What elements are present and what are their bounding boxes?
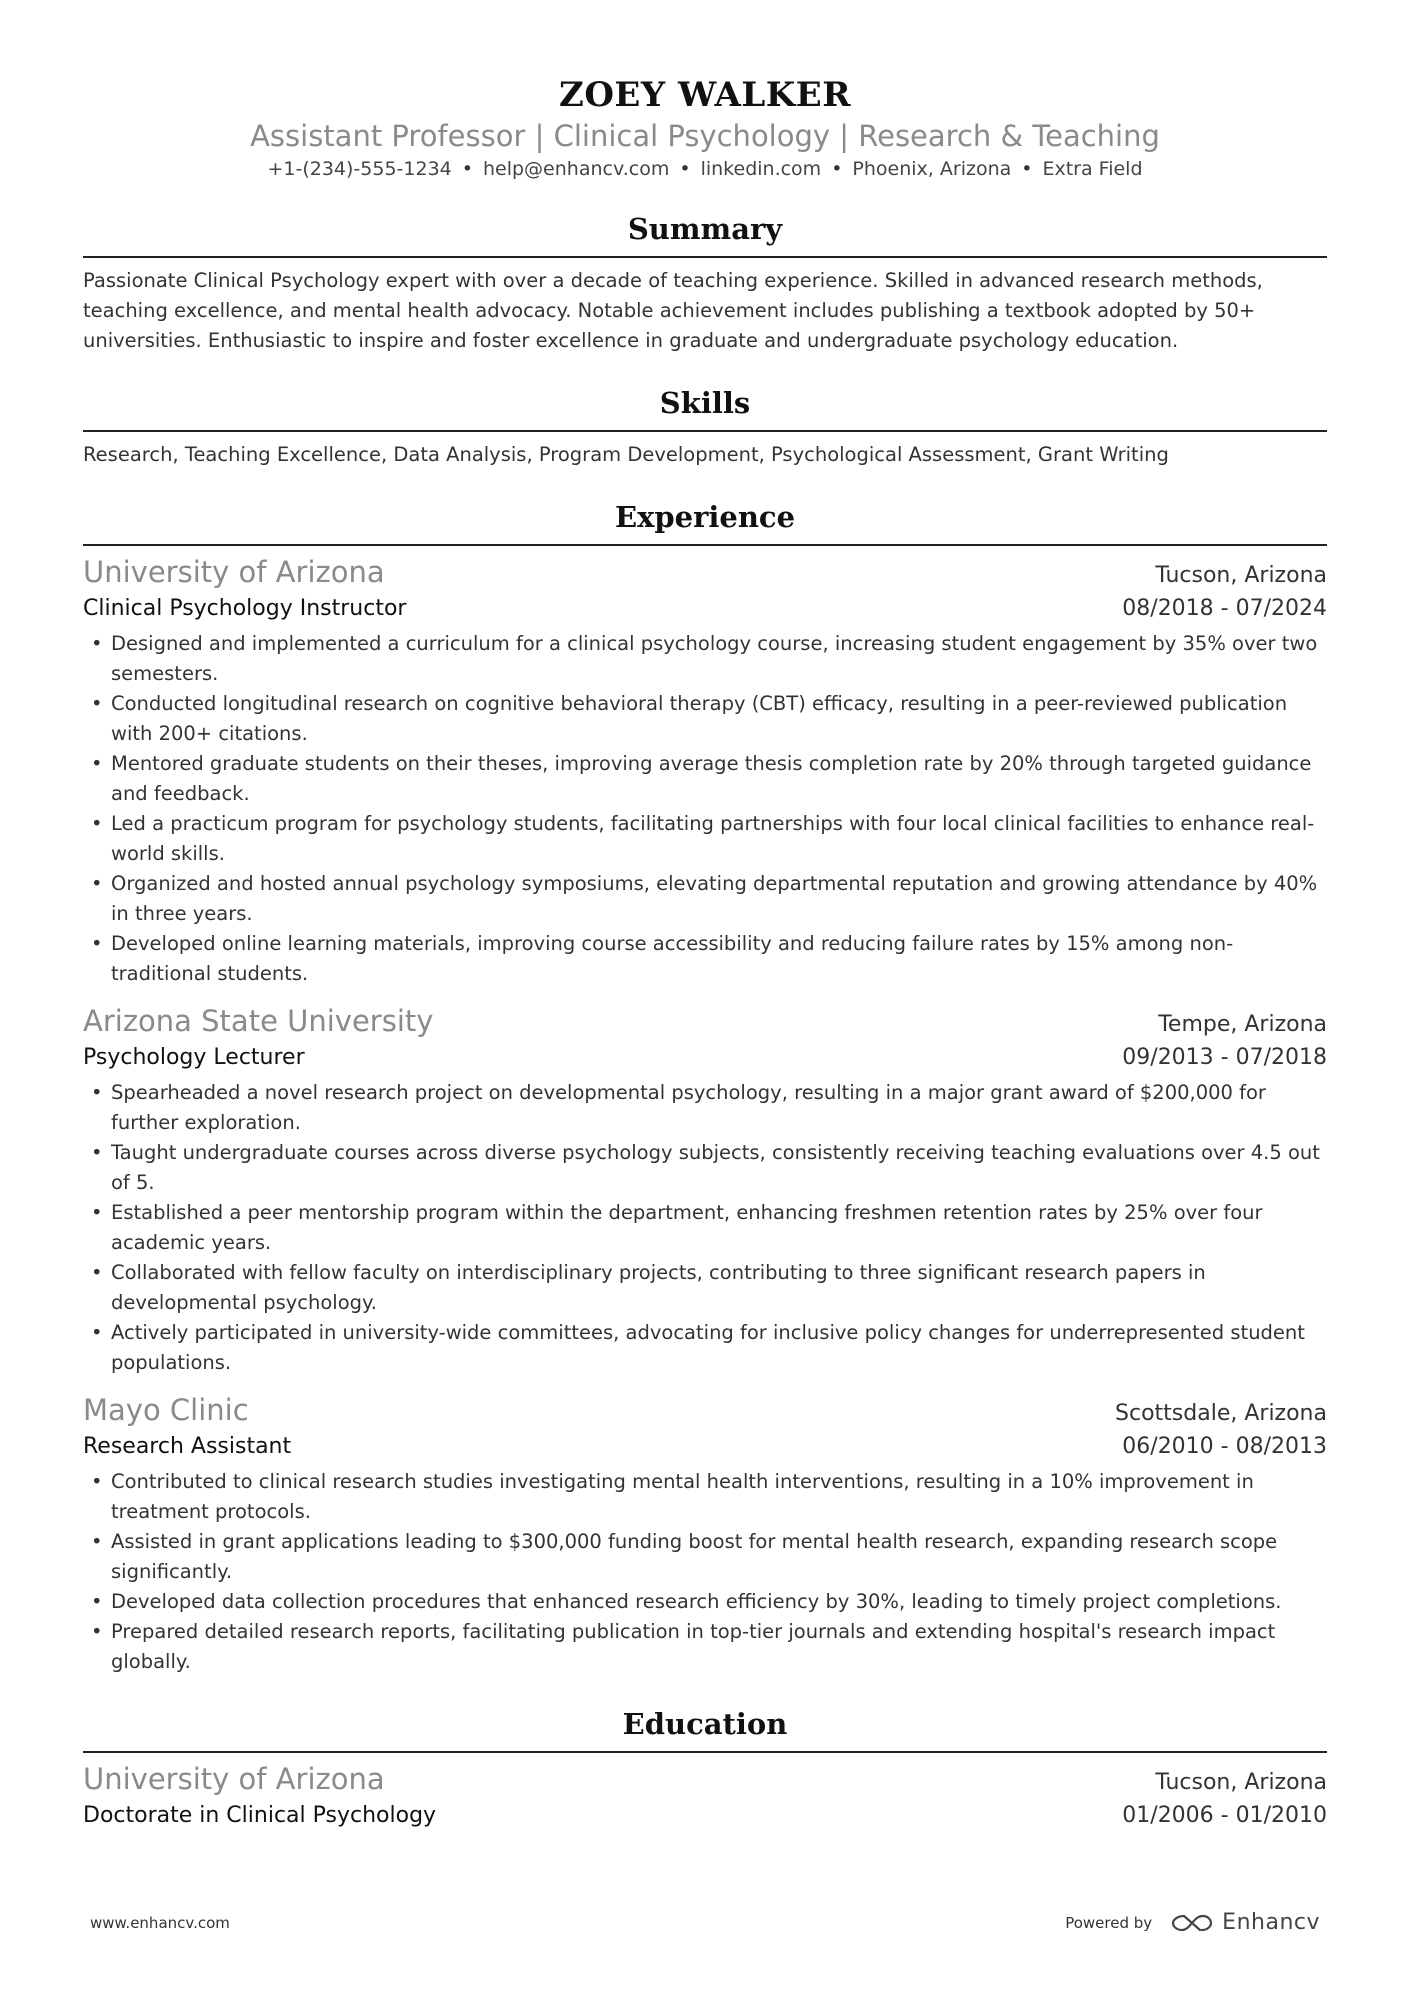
achievement-item: • Developed data collection procedures that enhanced research efficiency by 30%, leading to timely project completions.	[83, 1587, 1327, 1617]
entry-header-row	[83, 1001, 1327, 1042]
entry-location: Tempe, Arizona	[1158, 1012, 1327, 1037]
experience-entry	[83, 1001, 1327, 1378]
achievement-item: • Established a peer mentorship program within the department, enhancing freshmen retention rates by 25% over four academic years.	[83, 1198, 1327, 1258]
entry-dates: 09/2013 - 07/2018	[1122, 1045, 1327, 1070]
employer-name: Arizona State University	[83, 1004, 434, 1038]
experience-entry	[83, 552, 1327, 989]
section-title-skills: Skills	[659, 386, 751, 420]
footer-website-link[interactable]: www.enhancv.com	[90, 1913, 230, 1932]
bullet-separator: •	[831, 158, 843, 180]
bullet-separator: •	[461, 158, 473, 180]
achievement-item: • Developed online learning materials, improving course accessibility and reducing failure rates by 15% among non-traditional students.	[83, 929, 1327, 989]
skills-section	[83, 384, 1327, 470]
contact-linkedin[interactable]: linkedin.com	[700, 158, 822, 180]
section-divider	[83, 430, 1327, 432]
achievement-item: • Assisted in grant applications leading to $300,000 funding boost for mental health research, expanding research scope significantly.	[83, 1527, 1327, 1587]
entry-header-row	[83, 552, 1327, 593]
entry-role-row	[83, 1431, 1327, 1463]
achievement-item: • Led a practicum program for psychology students, facilitating partnerships with four local clinical facilities to enhance real-world skills.	[83, 809, 1327, 869]
page-footer	[90, 1910, 1320, 1935]
achievement-list	[83, 1078, 1327, 1378]
achievement-item: • Prepared detailed research reports, facilitating publication in top-tier journals and extending hospital's research impact globally.	[83, 1617, 1327, 1677]
achievement-list	[83, 1467, 1327, 1677]
contact-extra: Extra Field	[1042, 158, 1143, 180]
employer-name: Mayo Clinic	[83, 1393, 249, 1427]
achievement-item: • Contributed to clinical research studies investigating mental health interventions, resulting in a 10% improvement in treatment protocols.	[83, 1467, 1327, 1527]
entry-location: Scottsdale, Arizona	[1115, 1401, 1327, 1426]
achievement-item: • Actively participated in university-wide committees, advocating for inclusive policy changes for underrepresented student populations.	[83, 1318, 1327, 1378]
job-title: Research Assistant	[83, 1434, 292, 1459]
powered-by	[1065, 1910, 1320, 1935]
contact-email[interactable]: help@enhancv.com	[482, 158, 670, 180]
achievement-item: • Designed and implemented a curriculum for a clinical psychology course, increasing student engagement by 35% over two semesters.	[83, 629, 1327, 689]
experience-section	[83, 498, 1327, 1677]
section-divider	[83, 1751, 1327, 1753]
achievement-item: • Spearheaded a novel research project on developmental psychology, resulting in a major grant award of $200,000 for further exploration.	[83, 1078, 1327, 1138]
contact-phone: +1-(234)-555-1234	[267, 158, 452, 180]
section-divider	[83, 544, 1327, 546]
brand-name: Enhancv	[1222, 1910, 1320, 1935]
skills-text: Research, Teaching Excellence, Data Analysis, Program Development, Psychological Assessment, Grant Writing	[83, 443, 1169, 466]
section-divider	[83, 256, 1327, 258]
school-name: University of Arizona	[83, 1762, 385, 1796]
entry-dates: 08/2018 - 07/2024	[1122, 596, 1327, 621]
bullet-separator: •	[1021, 158, 1033, 180]
contact-line	[83, 156, 1327, 182]
section-title-summary: Summary	[627, 212, 783, 246]
achievement-item: • Collaborated with fellow faculty on interdisciplinary projects, contributing to three significant research papers in developmental psychology.	[83, 1258, 1327, 1318]
achievement-item: • Mentored graduate students on their theses, improving average thesis completion rate by 20% through targeted guidance and feedback.	[83, 749, 1327, 809]
achievement-item: • Organized and hosted annual psychology symposiums, elevating departmental reputation and growing attendance by 40% in three years.	[83, 869, 1327, 929]
entry-role-row	[83, 1800, 1327, 1832]
bullet-separator: •	[679, 158, 691, 180]
achievement-item: • Conducted longitudinal research on cognitive behavioral therapy (CBT) efficacy, resulting in a peer-reviewed publication with 200+ citations.	[83, 689, 1327, 749]
powered-by-label: Powered by	[1065, 1913, 1153, 1932]
candidate-title: Assistant Professor | Clinical Psychology | Research & Teaching	[250, 119, 1160, 153]
summary-text: Passionate Clinical Psychology expert with over a decade of teaching experience. Skilled in advanced research methods, teaching excellence, and mental health advocacy. Notable achievement includes publishing a textbook adopted by 50+ universities. Enthusiastic to inspire and foster excellence in graduate and undergraduate psychology education.	[83, 269, 1263, 352]
enhancv-brand[interactable]	[1170, 1910, 1320, 1935]
entry-location: Tucson, Arizona	[1155, 563, 1327, 588]
section-title-education: Education	[622, 1707, 788, 1741]
entry-header-row	[83, 1390, 1327, 1431]
entry-dates: 01/2006 - 01/2010	[1122, 1803, 1327, 1828]
contact-location: Phoenix, Arizona	[852, 158, 1012, 180]
resume-header	[83, 0, 1327, 182]
achievement-item: • Taught undergraduate courses across diverse psychology subjects, consistently receiving teaching evaluations over 4.5 out of 5.	[83, 1138, 1327, 1198]
achievement-list	[83, 629, 1327, 989]
enhancv-logo-icon	[1170, 1911, 1214, 1935]
entry-dates: 06/2010 - 08/2013	[1122, 1434, 1327, 1459]
section-title-experience: Experience	[614, 500, 796, 534]
entry-location: Tucson, Arizona	[1155, 1770, 1327, 1795]
candidate-name: ZOEY WALKER	[559, 75, 851, 115]
entry-role-row	[83, 1042, 1327, 1074]
entry-header-row	[83, 1759, 1327, 1800]
entry-role-row	[83, 593, 1327, 625]
education-section	[83, 1705, 1327, 1832]
job-title: Clinical Psychology Instructor	[83, 596, 407, 621]
employer-name: University of Arizona	[83, 555, 385, 589]
job-title: Psychology Lecturer	[83, 1045, 305, 1070]
education-entry	[83, 1759, 1327, 1832]
summary-section	[83, 210, 1327, 356]
experience-entry	[83, 1390, 1327, 1677]
degree-title: Doctorate in Clinical Psychology	[83, 1803, 437, 1828]
